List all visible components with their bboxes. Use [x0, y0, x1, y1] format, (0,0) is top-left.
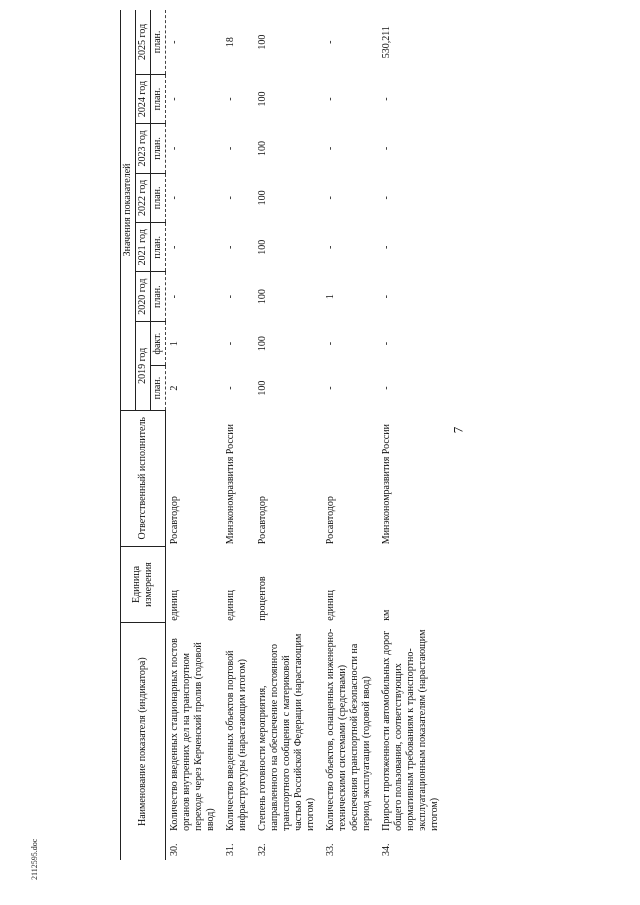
value-cell: - [325, 386, 336, 390]
rotated-table-wrapper [120, 10, 640, 860]
header-year-2020: 2020 год [136, 272, 151, 321]
value-cell: - [381, 97, 392, 101]
value-cell: - [325, 196, 336, 200]
header-values-group: Значения показателей [121, 10, 136, 410]
header-year-2021: 2021 год [136, 223, 151, 272]
executor-cell: Минэкономразвития России [225, 424, 236, 545]
table-row [254, 10, 322, 860]
row-number: 34. [381, 843, 392, 856]
value-cell: - [381, 386, 392, 390]
value-cell: - [381, 196, 392, 200]
value-cell: - [168, 196, 180, 200]
header-indicator-name: Наименование показателя (индикатора) [121, 623, 166, 860]
value-cell: - [225, 196, 236, 200]
indicator-name: Количество введенных стационарных постов органов внутренних дел на транспортном переходе через Керченский пролив (годовой ввод) [169, 638, 216, 831]
row-number: 32. [257, 843, 268, 856]
unit-cell: км [381, 609, 392, 621]
value-cell: - [225, 386, 236, 390]
value-cell: - [325, 146, 336, 151]
value-cell: 100 [257, 140, 268, 156]
value-cell: 1 [325, 294, 336, 300]
indicator-name: Количество объектов, оснащенных инженерно-техническими системами (средствами) обеспечения транспортной безопасности на период эксплуатации (годовой ввод) [325, 628, 372, 831]
value-cell: - [325, 341, 336, 346]
header-year-2023: 2023 год [136, 124, 151, 173]
unit-cell: единиц [325, 589, 336, 621]
header-plan: план. [151, 10, 166, 74]
value-cell: - [225, 295, 236, 299]
value-cell: - [225, 245, 236, 249]
value-cell: - [381, 341, 392, 346]
indicator-name: Степень готовности мероприятия, направленного на обеспечение постоянного транспортного сообщения с материковой частью Российской Федерации (нарастающим итогом) [257, 633, 316, 831]
row-number: 31. [225, 843, 236, 856]
executor-cell: Минэкономразвития России [381, 424, 392, 545]
header-year-2019: 2019 год [136, 321, 151, 410]
value-cell: - [325, 97, 336, 101]
value-cell: - [225, 341, 236, 346]
unit-cell: процентов [257, 576, 268, 621]
header-year-2024: 2024 год [136, 74, 151, 123]
executor-cell: Росавтодор [257, 496, 268, 545]
value-cell: 100 [257, 239, 268, 255]
page-number: 7 [450, 426, 466, 434]
value-cell: - [168, 40, 180, 44]
value-cell: 100 [257, 336, 268, 352]
header-plan: план. [151, 74, 166, 123]
table-row [166, 10, 223, 860]
value-cell: - [168, 97, 180, 101]
value-cell: 100 [257, 91, 268, 107]
row-number: 30. [169, 843, 180, 856]
header-plan: план. [151, 124, 166, 173]
unit-cell: единиц [225, 589, 236, 621]
footer-filename [30, 838, 50, 900]
value-cell: - [325, 245, 336, 249]
table-row [222, 10, 254, 860]
value-cell: - [381, 245, 392, 249]
indicator-name: Прирост протяженности автомобильных дорог общего пользования, соответствующих нормативным требованиям к транспортно-эксплуатационным показателям (нарастающим итогом) [381, 629, 440, 831]
footer-filename-text: 2112595.doc [30, 838, 39, 880]
unit-cell: единиц [169, 589, 180, 621]
value-cell: - [381, 295, 392, 299]
header-fact: факт. [151, 321, 166, 365]
value-cell: 100 [257, 289, 268, 305]
table-row [322, 10, 378, 860]
value-cell: 100 [257, 34, 268, 50]
header-year-2025: 2025 год [136, 10, 151, 74]
value-cell: - [168, 295, 180, 299]
header-plan: план. [151, 366, 166, 410]
value-cell: 2 [168, 385, 180, 391]
header-executor: Ответственный исполнитель [121, 410, 166, 546]
indicator-name: Количество введенных объектов портовой инфраструктуры (нарастающим итогом) [225, 650, 248, 831]
value-cell: 530,211 [381, 26, 392, 59]
value-cell: 100 [257, 380, 268, 396]
header-plan: план. [151, 223, 166, 272]
table-body [166, 10, 447, 860]
row-number: 33. [325, 843, 336, 856]
value-cell: - [381, 146, 392, 151]
header-plan: план. [151, 272, 166, 321]
value-cell: - [225, 97, 236, 101]
header-plan: план. [151, 173, 166, 222]
value-cell: - [168, 245, 180, 249]
value-cell: 1 [168, 341, 180, 347]
indicators-table [120, 10, 446, 860]
table-row [378, 10, 446, 860]
header-unit: Единица измерения [121, 546, 166, 623]
value-cell: 18 [225, 37, 236, 48]
value-cell: - [325, 40, 336, 44]
value-cell: - [168, 146, 180, 151]
executor-cell: Росавтодор [325, 496, 336, 545]
value-cell: 100 [257, 190, 268, 206]
header-year-2022: 2022 год [136, 173, 151, 222]
executor-cell: Росавтодор [169, 496, 180, 545]
value-cell: - [225, 146, 236, 151]
